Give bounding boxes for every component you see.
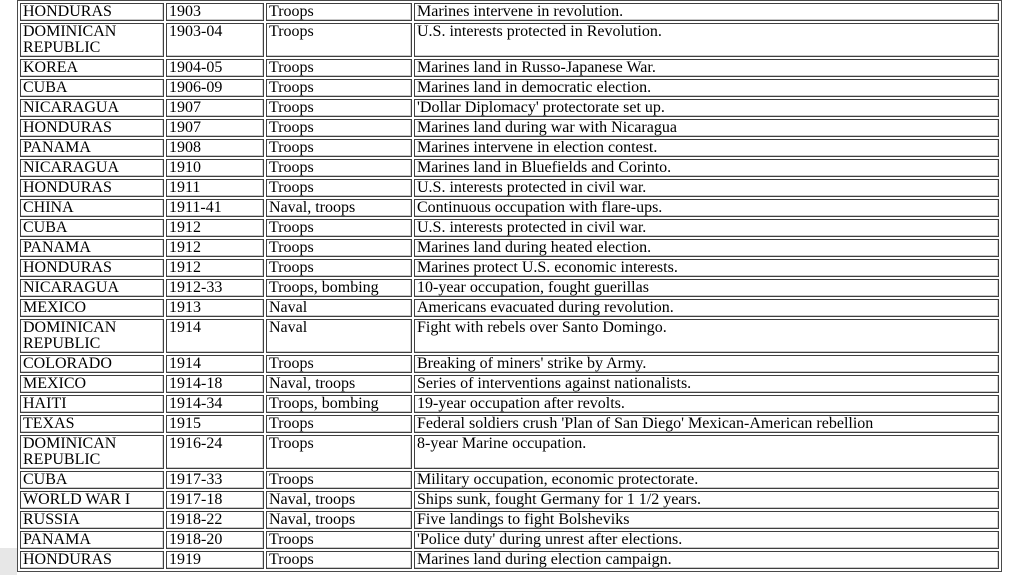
table-row (20, 395, 999, 413)
cell-force-type: Troops (266, 239, 412, 257)
cell-comment: 19-year occupation after revolts. (414, 395, 999, 413)
table-row (20, 139, 999, 157)
interventions-table-body (20, 3, 999, 569)
cell-years: 1904-05 (166, 59, 264, 77)
cell-force-type: Troops (266, 119, 412, 137)
cell-force-type: Troops, bombing (266, 395, 412, 413)
document-page (17, 0, 1002, 572)
cell-years: 1914-34 (166, 395, 264, 413)
cell-comment: U.S. interests protected in civil war. (414, 179, 999, 197)
cell-country: CUBA (20, 471, 164, 489)
cell-comment: Marines land in democratic election. (414, 79, 999, 97)
cell-force-type: Troops (266, 435, 412, 469)
window-corner-shade (0, 548, 17, 575)
cell-comment: Military occupation, economic protectorate. (414, 471, 999, 489)
cell-force-type: Troops (266, 355, 412, 373)
cell-country: WORLD WAR I (20, 491, 164, 509)
cell-comment: Five landings to fight Bolsheviks (414, 511, 999, 529)
cell-comment: Marines land during war with Nicaragua (414, 119, 999, 137)
table-row (20, 259, 999, 277)
cell-comment: U.S. interests protected in Revolution. (414, 23, 999, 57)
cell-comment: 10-year occupation, fought guerillas (414, 279, 999, 297)
cell-years: 1912-33 (166, 279, 264, 297)
cell-country: HONDURAS (20, 179, 164, 197)
cell-force-type: Troops (266, 471, 412, 489)
table-row (20, 23, 999, 57)
cell-force-type: Troops (266, 219, 412, 237)
cell-years: 1915 (166, 415, 264, 433)
cell-country: DOMINICAN REPUBLIC (20, 23, 164, 57)
cell-country: NICARAGUA (20, 99, 164, 117)
cell-country: HONDURAS (20, 551, 164, 569)
cell-country: CHINA (20, 199, 164, 217)
cell-comment: Federal soldiers crush 'Plan of San Diego' Mexican-American rebellion (414, 415, 999, 433)
cell-years: 1910 (166, 159, 264, 177)
cell-years: 1919 (166, 551, 264, 569)
table-row (20, 319, 999, 353)
table-row (20, 355, 999, 373)
cell-country: HONDURAS (20, 3, 164, 21)
cell-country: COLORADO (20, 355, 164, 373)
table-row (20, 375, 999, 393)
table-row (20, 471, 999, 489)
cell-comment: Marines land during heated election. (414, 239, 999, 257)
cell-years: 1912 (166, 259, 264, 277)
cell-force-type: Troops (266, 23, 412, 57)
cell-force-type: Troops (266, 79, 412, 97)
table-row (20, 435, 999, 469)
cell-years: 1914-18 (166, 375, 264, 393)
cell-force-type: Naval, troops (266, 491, 412, 509)
interventions-table (17, 0, 1002, 572)
cell-comment: Marines protect U.S. economic interests. (414, 259, 999, 277)
cell-force-type: Troops (266, 159, 412, 177)
table-row (20, 531, 999, 549)
cell-comment: Marines intervene in revolution. (414, 3, 999, 21)
table-row (20, 3, 999, 21)
table-row (20, 179, 999, 197)
cell-force-type: Troops (266, 551, 412, 569)
table-row (20, 279, 999, 297)
cell-force-type: Naval (266, 319, 412, 353)
cell-country: CUBA (20, 219, 164, 237)
cell-years: 1907 (166, 99, 264, 117)
table-row (20, 119, 999, 137)
cell-force-type: Naval (266, 299, 412, 317)
table-row (20, 199, 999, 217)
table-row (20, 551, 999, 569)
cell-force-type: Troops (266, 179, 412, 197)
cell-years: 1918-20 (166, 531, 264, 549)
table-row (20, 99, 999, 117)
cell-years: 1911 (166, 179, 264, 197)
cell-country: MEXICO (20, 375, 164, 393)
cell-years: 1917-33 (166, 471, 264, 489)
cell-country: DOMINICAN REPUBLIC (20, 319, 164, 353)
cell-country: DOMINICAN REPUBLIC (20, 435, 164, 469)
table-row (20, 59, 999, 77)
cell-country: PANAMA (20, 139, 164, 157)
cell-force-type: Troops, bombing (266, 279, 412, 297)
cell-force-type: Troops (266, 3, 412, 21)
table-row (20, 511, 999, 529)
cell-years: 1916-24 (166, 435, 264, 469)
cell-country: RUSSIA (20, 511, 164, 529)
cell-years: 1911-41 (166, 199, 264, 217)
table-row (20, 299, 999, 317)
table-row (20, 415, 999, 433)
cell-years: 1907 (166, 119, 264, 137)
cell-country: HAITI (20, 395, 164, 413)
table-row (20, 491, 999, 509)
cell-comment: Marines land in Bluefields and Corinto. (414, 159, 999, 177)
cell-years: 1906-09 (166, 79, 264, 97)
cell-comment: Fight with rebels over Santo Domingo. (414, 319, 999, 353)
cell-comment: Ships sunk, fought Germany for 1 1/2 years. (414, 491, 999, 509)
cell-years: 1912 (166, 219, 264, 237)
table-row (20, 239, 999, 257)
cell-force-type: Troops (266, 259, 412, 277)
table-row (20, 159, 999, 177)
cell-years: 1914 (166, 319, 264, 353)
table-row (20, 79, 999, 97)
cell-years: 1918-22 (166, 511, 264, 529)
cell-comment: Series of interventions against nationalists. (414, 375, 999, 393)
cell-force-type: Troops (266, 59, 412, 77)
cell-country: HONDURAS (20, 259, 164, 277)
cell-force-type: Troops (266, 139, 412, 157)
cell-years: 1908 (166, 139, 264, 157)
cell-force-type: Troops (266, 415, 412, 433)
cell-country: PANAMA (20, 239, 164, 257)
cell-comment: Marines land during election campaign. (414, 551, 999, 569)
cell-force-type: Troops (266, 531, 412, 549)
table-row (20, 219, 999, 237)
cell-force-type: Troops (266, 99, 412, 117)
cell-force-type: Naval, troops (266, 511, 412, 529)
cell-years: 1912 (166, 239, 264, 257)
cell-country: MEXICO (20, 299, 164, 317)
cell-years: 1917-18 (166, 491, 264, 509)
cell-years: 1903 (166, 3, 264, 21)
cell-country: PANAMA (20, 531, 164, 549)
cell-force-type: Naval, troops (266, 375, 412, 393)
cell-comment: Marines land in Russo-Japanese War. (414, 59, 999, 77)
cell-country: NICARAGUA (20, 159, 164, 177)
cell-comment: Breaking of miners' strike by Army. (414, 355, 999, 373)
cell-comment: Marines intervene in election contest. (414, 139, 999, 157)
cell-comment: Continuous occupation with flare-ups. (414, 199, 999, 217)
cell-comment: Americans evacuated during revolution. (414, 299, 999, 317)
cell-comment: U.S. interests protected in civil war. (414, 219, 999, 237)
cell-years: 1903-04 (166, 23, 264, 57)
cell-country: HONDURAS (20, 119, 164, 137)
cell-comment: 8-year Marine occupation. (414, 435, 999, 469)
cell-comment: 'Police duty' during unrest after elections. (414, 531, 999, 549)
cell-country: NICARAGUA (20, 279, 164, 297)
cell-comment: 'Dollar Diplomacy' protectorate set up. (414, 99, 999, 117)
cell-years: 1913 (166, 299, 264, 317)
cell-country: KOREA (20, 59, 164, 77)
cell-country: CUBA (20, 79, 164, 97)
cell-years: 1914 (166, 355, 264, 373)
cell-force-type: Naval, troops (266, 199, 412, 217)
cell-country: TEXAS (20, 415, 164, 433)
